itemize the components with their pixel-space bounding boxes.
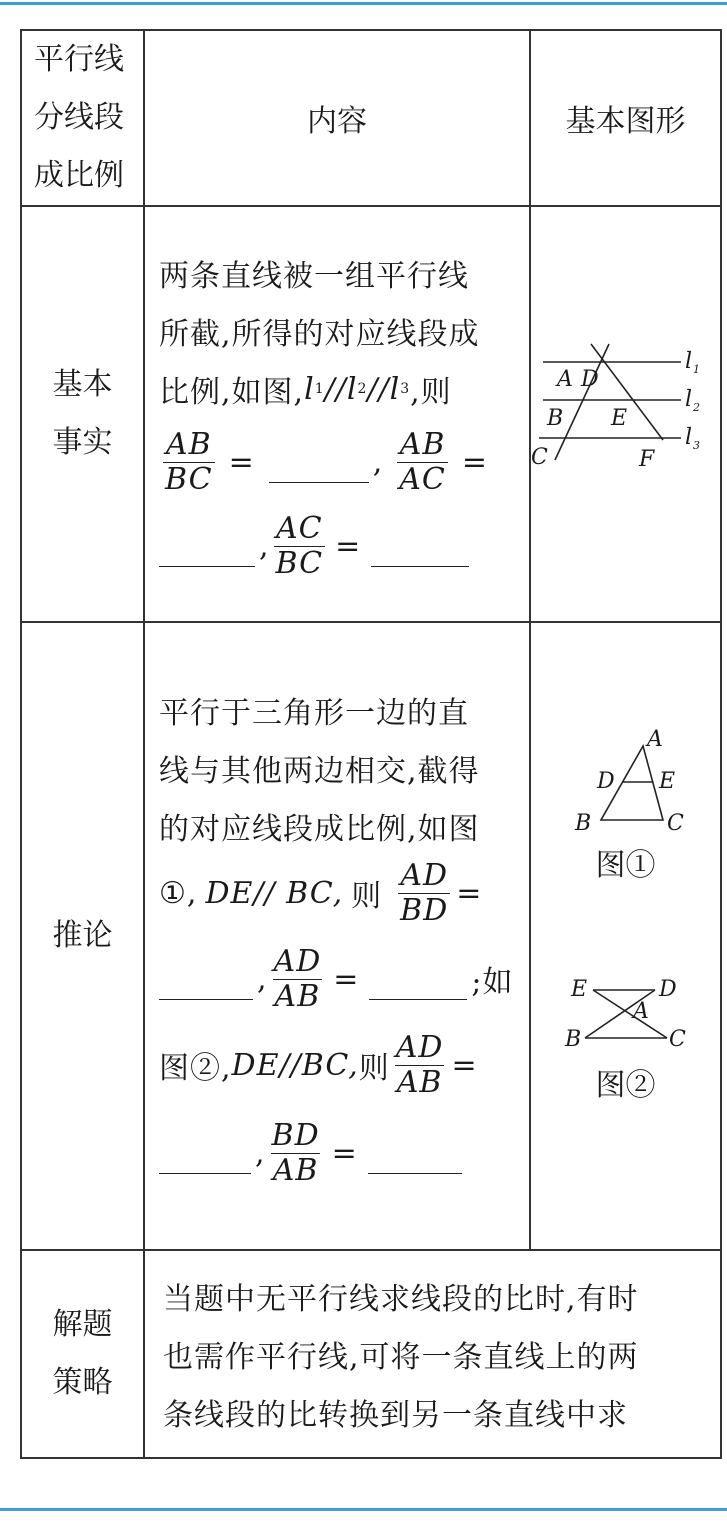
corollary-figure-cell [530, 622, 721, 1250]
point-label: E [659, 769, 676, 794]
frac-den: AB [272, 1152, 319, 1188]
comma: , [255, 1135, 266, 1171]
point-label: A [633, 999, 649, 1024]
strategy-line-2: 也需作平行线,可将一条直线上的两 [163, 1340, 639, 1375]
line-sub: 2 [693, 401, 700, 414]
fact-row [21, 206, 721, 622]
frac-den: BD [400, 892, 449, 928]
header-category-line: 成比例 [34, 158, 124, 193]
equals-sign: = [335, 528, 362, 564]
fig-ref: ①, [159, 875, 198, 911]
knowledge-table [20, 29, 722, 1459]
fraction-bd-ab [270, 1119, 322, 1188]
fact-content [144, 206, 530, 622]
point-label: C [531, 445, 548, 470]
fact-line-1: 两条直线被一组平行线 [159, 259, 469, 294]
fact-label-line: 基本 [52, 367, 113, 402]
corollary-line-5 [159, 941, 519, 1017]
top-rule [0, 2, 727, 5]
fact-line-4 [159, 424, 519, 500]
fraction-ab-bc [163, 428, 215, 497]
comma: , [257, 961, 268, 997]
strategy-label [21, 1250, 144, 1458]
triangle-figure-2 [531, 974, 720, 1104]
parallel-sign: // [324, 371, 347, 407]
comma: , [259, 528, 270, 564]
sub-2: 2 [357, 381, 368, 397]
line-l2: l [346, 371, 358, 407]
sub-3: 3 [400, 381, 411, 397]
point-label: D [659, 977, 677, 1002]
corollary-line-3: 的对应线段成比例,如图 [159, 812, 480, 847]
point-label: A [647, 728, 663, 752]
frac-num: AD [273, 943, 322, 979]
fact-line-5 [159, 508, 519, 584]
line-sub: 1 [693, 363, 700, 376]
strategy-content [144, 1250, 721, 1458]
corollary-line-1: 平行于三角形一边的直 [159, 696, 469, 731]
equals-sign: = [456, 875, 483, 911]
point-label: B [575, 811, 592, 836]
corollary-content [144, 622, 530, 1250]
fact-line-3-text: 比例,如图, [159, 375, 305, 410]
corollary-line-7 [159, 1115, 519, 1191]
corollary-line-6 [159, 1027, 519, 1103]
frac-num: AD [395, 1029, 444, 1065]
fig-ref: 图②, [159, 1051, 232, 1086]
frac-num: AB [399, 426, 446, 462]
fact-line-2: 所截,所得的对应线段成 [159, 317, 480, 352]
frac-num: AC [276, 510, 323, 546]
then-text: ,则 [410, 375, 452, 410]
answer-blank[interactable] [159, 1133, 251, 1174]
corollary-label: 推论 [21, 622, 144, 1250]
bottom-rule [0, 1508, 727, 1511]
frac-num: AD [400, 857, 449, 893]
point-label: D [597, 769, 615, 794]
fact-figure-cell [530, 206, 721, 622]
equals-sign: = [451, 1047, 478, 1083]
line-l1: l [304, 371, 315, 407]
point-label: C [667, 811, 684, 836]
frac-num: AB [165, 426, 212, 462]
fact-label [21, 206, 144, 622]
fraction-ab-ac [397, 428, 448, 497]
strategy-line-3: 条线段的比转换到另一条直线中求 [163, 1398, 628, 1433]
header-content: 内容 [144, 30, 530, 206]
point-label: F [639, 447, 655, 472]
equals-sign: = [228, 444, 255, 480]
frac-den: BC [275, 545, 324, 581]
answer-blank[interactable] [368, 1133, 462, 1174]
header-category [21, 30, 144, 206]
equals-sign: = [331, 1135, 358, 1171]
header-category-line: 平行线 [34, 42, 124, 77]
frac-den: BC [165, 461, 213, 497]
fraction-ac-bc [274, 512, 326, 581]
triangle-bowtie-svg [531, 974, 722, 1056]
point-label: D [581, 367, 599, 392]
strategy-row [21, 1250, 721, 1458]
strategy-label-line: 解题 [52, 1307, 113, 1342]
parallel-sign: // [367, 371, 390, 407]
header-figure: 基本图形 [530, 30, 721, 206]
line-l3: l [389, 371, 401, 407]
point-label: C [669, 1027, 686, 1052]
answer-blank[interactable] [159, 959, 253, 1000]
sub-1: 1 [314, 381, 325, 397]
then-text: 则 [358, 1051, 390, 1086]
point-label: E [611, 406, 628, 431]
answer-blank[interactable] [269, 442, 369, 483]
figure-caption-2: 图② [595, 1068, 656, 1103]
parallel-lines-figure [531, 342, 722, 482]
triangle-ade-svg [531, 728, 722, 836]
semicolon-text: ;如 [471, 965, 514, 1000]
fraction-ad-ab [394, 1031, 446, 1100]
answer-blank[interactable] [369, 959, 467, 1000]
frac-den: AB [396, 1064, 443, 1100]
point-label: A [557, 367, 573, 392]
strategy-line-1: 当题中无平行线求线段的比时,有时 [163, 1282, 639, 1317]
corollary-row [21, 622, 721, 1250]
fraction-ad-ab [272, 945, 324, 1014]
line-label: l [685, 387, 693, 412]
figure-caption-1: 图① [595, 848, 656, 883]
fraction-ad-bd [398, 859, 450, 928]
fact-line-3 [159, 360, 519, 418]
point-label: E [571, 977, 588, 1002]
corollary-line-2: 线与其他两边相交,截得 [159, 754, 480, 789]
triangle-figure-1 [531, 728, 720, 884]
de-parallel-bc: DE//BC, [231, 1047, 359, 1083]
answer-blank[interactable] [371, 526, 469, 567]
fact-label-line: 事实 [52, 425, 113, 460]
header-category-line: 分线段 [34, 100, 124, 135]
equals-sign: = [461, 444, 489, 480]
strategy-label-line: 策略 [52, 1365, 113, 1400]
point-label: B [565, 1027, 582, 1052]
line-label: l [685, 349, 693, 374]
answer-blank[interactable] [159, 526, 255, 567]
then-text: 则 [351, 879, 383, 914]
frac-num: BD [271, 1117, 320, 1153]
line-label: l [685, 425, 693, 450]
frac-den: AB [274, 978, 321, 1014]
comma: , [372, 444, 384, 480]
corollary-line-4 [159, 855, 519, 931]
de-parallel-bc: DE// BC, [205, 875, 344, 911]
equals-sign: = [333, 961, 360, 997]
header-row [21, 30, 721, 206]
frac-den: AC [399, 461, 446, 497]
point-label: B [547, 406, 564, 431]
line-sub: 3 [693, 439, 700, 452]
